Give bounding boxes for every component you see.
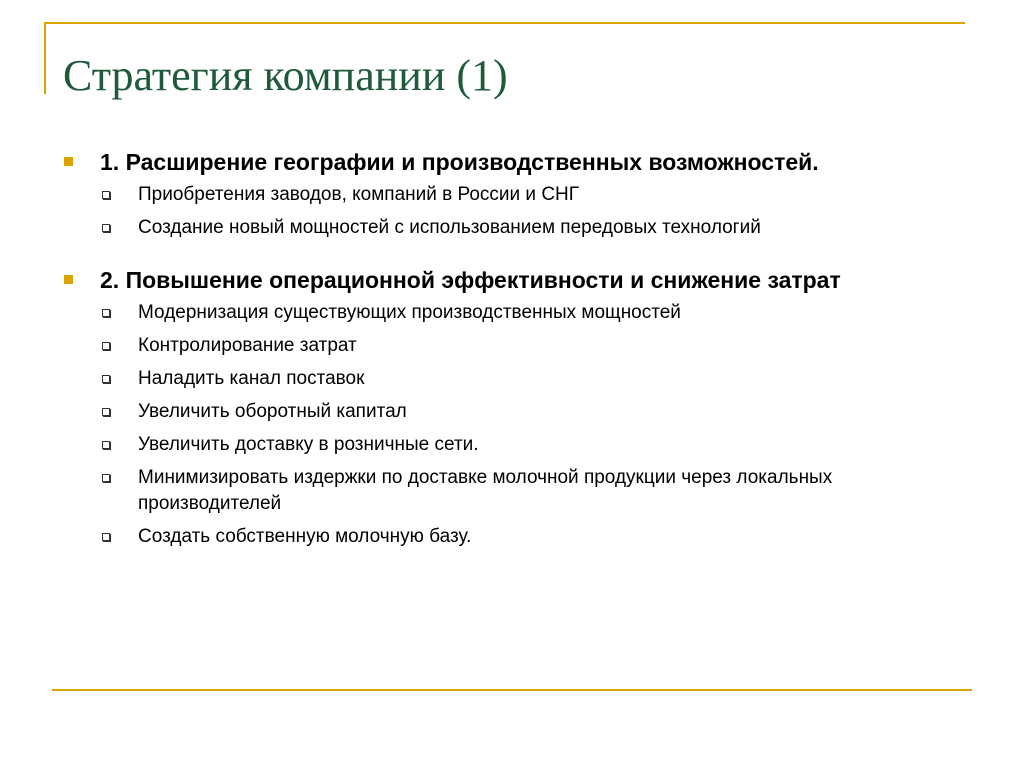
bottom-divider [52, 689, 972, 691]
list-item [58, 432, 898, 458]
slide-content [58, 146, 958, 557]
hollow-square-bullet-icon [102, 474, 110, 482]
slide-title: Стратегия компании (1) [63, 51, 508, 100]
hollow-square-bullet-icon [102, 342, 110, 350]
title-frame-top-line [44, 22, 965, 24]
list-item-text: Создание новый мощностей с использованием передовых технологий [138, 217, 761, 238]
list-item-text: Увеличить доставку в розничные сети. [138, 434, 479, 455]
list-item [58, 300, 898, 326]
list-item-text: Контролирование затрат [138, 335, 357, 356]
hollow-square-bullet-icon [102, 408, 110, 416]
hollow-square-bullet-icon [102, 441, 110, 449]
list-item [58, 333, 898, 359]
hollow-square-bullet-icon [102, 191, 110, 199]
list-item-text: Модернизация существующих производственных мощностей [138, 302, 681, 323]
square-bullet-icon [64, 275, 73, 284]
list-item-text: Увеличить оборотный капитал [138, 401, 407, 422]
section-heading-text: 2. Повышение операционной эффективности и снижение затрат [100, 267, 841, 293]
hollow-square-bullet-icon [102, 533, 110, 541]
list-item-text: Минимизировать издержки по доставке молочной продукции через локальных производителей [138, 467, 833, 514]
list-item [58, 215, 898, 241]
list-item [58, 524, 898, 550]
hollow-square-bullet-icon [102, 309, 110, 317]
section-operational-efficiency [58, 264, 958, 550]
section-heading-text: 1. Расширение географии и производственных возможностей. [100, 149, 819, 175]
list-item [58, 182, 898, 208]
title-frame-left-line [44, 22, 46, 94]
hollow-square-bullet-icon [102, 224, 110, 232]
list-item [58, 366, 898, 392]
list-item [58, 465, 898, 517]
hollow-square-bullet-icon [102, 375, 110, 383]
list-item-text: Наладить канал поставок [138, 368, 365, 389]
list-item-text: Приобретения заводов, компаний в России и СНГ [138, 184, 580, 205]
section-heading [58, 146, 930, 178]
sub-list [58, 182, 958, 241]
section-geography-expansion [58, 146, 958, 241]
list-item [58, 399, 898, 425]
section-heading [58, 264, 930, 296]
sub-list [58, 300, 958, 550]
square-bullet-icon [64, 157, 73, 166]
list-item-text: Создать собственную молочную базу. [138, 526, 472, 547]
